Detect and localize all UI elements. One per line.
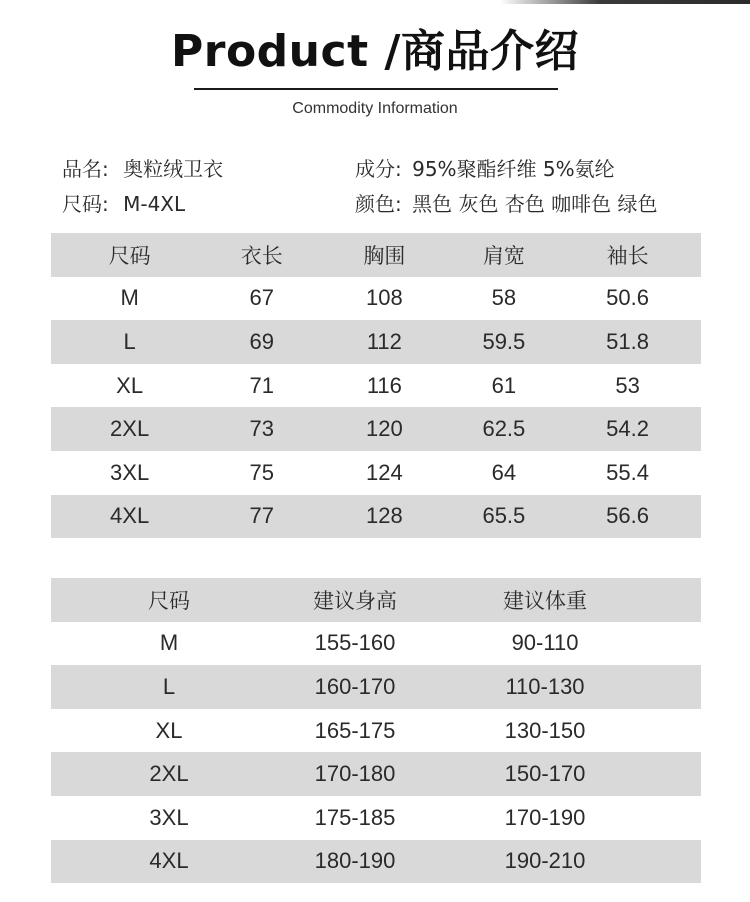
- table-cell: 108: [366, 285, 403, 311]
- table-cell: 175-185: [314, 804, 396, 830]
- product-name-value: 奥粒绒卫衣: [123, 157, 224, 181]
- size-range-info: [62, 191, 185, 217]
- table-cell: 116: [366, 372, 402, 398]
- table-cell: 61: [491, 372, 517, 398]
- title-underline: [194, 88, 558, 90]
- table-cell: 110-130: [423, 665, 667, 709]
- column-header: 建议身高: [287, 578, 423, 622]
- column-header: 胸围: [315, 233, 453, 277]
- table-row: [51, 320, 701, 364]
- column-header: 尺码: [51, 578, 287, 622]
- product-name-info: [62, 156, 223, 182]
- table-row: [51, 407, 701, 451]
- table-cell: 112: [315, 320, 453, 364]
- table-cell: 75: [249, 459, 274, 485]
- table-cell: 128: [315, 495, 453, 539]
- table-row: [51, 277, 701, 321]
- table-cell: 124: [366, 459, 403, 485]
- table-row: [51, 364, 701, 408]
- table-row: [51, 709, 701, 753]
- table-cell: 53: [615, 372, 640, 398]
- table-row: [51, 451, 701, 495]
- table-cell: 55.4: [606, 459, 649, 485]
- table-row: [51, 622, 701, 666]
- table-cell: 54.2: [554, 407, 701, 451]
- table-cell: 4XL: [51, 495, 208, 539]
- column-header: 肩宽: [454, 233, 555, 277]
- table-cell: 73: [208, 407, 315, 451]
- table-cell: 77: [208, 495, 315, 539]
- table-cell: 150-170: [423, 752, 667, 796]
- table-cell: 67: [249, 285, 274, 311]
- table-header-row: [51, 233, 701, 277]
- table-cell: 3XL: [110, 459, 150, 485]
- color-info: [355, 191, 658, 217]
- page-title: Product /商品介绍: [171, 26, 579, 77]
- table-cell: L: [51, 665, 287, 709]
- column-header: 袖长: [554, 233, 701, 277]
- table-header-row: [51, 578, 701, 622]
- table-row: [51, 752, 701, 796]
- top-decorative-line: [500, 0, 750, 4]
- size-range-value: M-4XL: [123, 192, 186, 216]
- material-label: 成分:: [355, 157, 402, 181]
- material-info: [355, 156, 615, 182]
- table-row: [51, 665, 701, 709]
- table-cell: 71: [249, 372, 274, 398]
- column-header: 尺码: [51, 233, 208, 277]
- table-cell: 65.5: [454, 495, 555, 539]
- table-cell: 58: [491, 285, 517, 311]
- material-value: 95%聚酯纤维 5%氨纶: [412, 157, 615, 181]
- column-header: 建议体重: [423, 578, 667, 622]
- table-row: [51, 495, 701, 539]
- size-range-label: 尺码:: [62, 192, 109, 216]
- table-cell: 160-170: [287, 665, 423, 709]
- table-cell: L: [51, 320, 208, 364]
- table-cell: 56.6: [554, 495, 701, 539]
- table-cell: 170-180: [287, 752, 423, 796]
- column-header: 衣长: [208, 233, 315, 277]
- table-cell: 2XL: [51, 752, 287, 796]
- fit-recommendation-table: [51, 578, 701, 883]
- table-cell: 155-160: [314, 630, 396, 656]
- table-cell: 4XL: [51, 840, 287, 884]
- table-cell: 165-175: [314, 717, 396, 743]
- table-cell: 190-210: [423, 840, 667, 884]
- table-cell: M: [159, 630, 179, 656]
- table-row: [51, 840, 701, 884]
- table-cell: 120: [315, 407, 453, 451]
- color-value: 黑色 灰色 杏色 咖啡色 绿色: [412, 192, 658, 216]
- table-cell: 64: [491, 459, 517, 485]
- table-cell: 3XL: [149, 804, 189, 830]
- table-cell: 130-150: [504, 717, 586, 743]
- table-cell: 2XL: [51, 407, 208, 451]
- table-cell: 90-110: [511, 630, 579, 656]
- color-label: 颜色:: [355, 192, 402, 216]
- table-row: [51, 796, 701, 840]
- table-cell: 62.5: [454, 407, 555, 451]
- page-subtitle: Commodity Information: [292, 100, 458, 117]
- table-cell: 59.5: [454, 320, 555, 364]
- size-measurement-table: [51, 233, 701, 538]
- table-cell: 51.8: [554, 320, 701, 364]
- table-cell: 50.6: [606, 285, 649, 311]
- table-cell: XL: [155, 717, 183, 743]
- table-cell: 180-190: [287, 840, 423, 884]
- table-cell: M: [120, 285, 139, 311]
- product-name-label: 品名:: [62, 157, 109, 181]
- table-cell: 170-190: [504, 804, 586, 830]
- table-cell: 69: [208, 320, 315, 364]
- table-cell: XL: [116, 372, 144, 398]
